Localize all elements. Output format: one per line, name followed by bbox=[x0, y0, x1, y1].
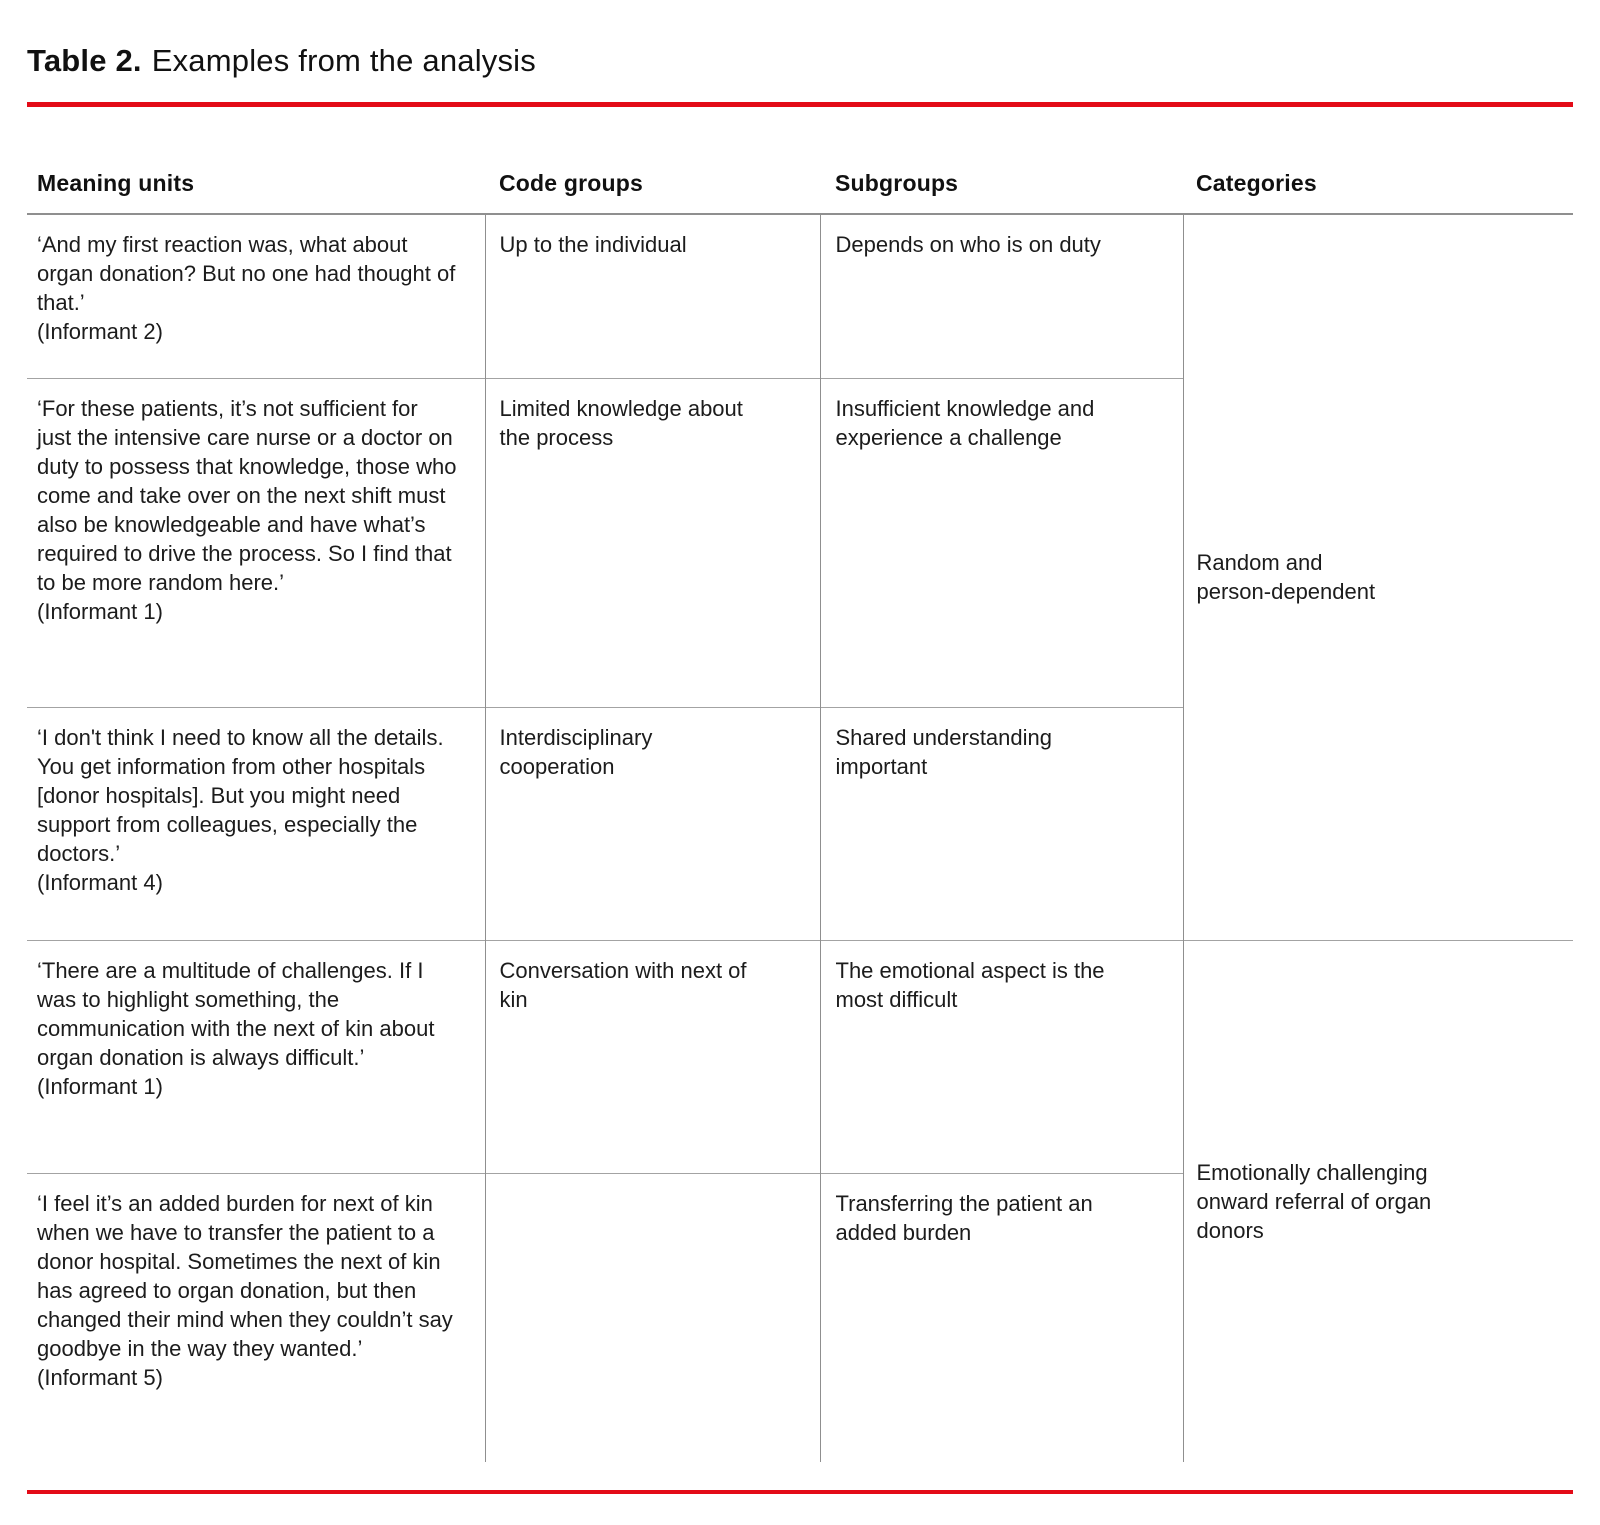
code-group-cell bbox=[485, 940, 820, 1173]
meaning-unit-cell bbox=[27, 1173, 485, 1462]
quote-text: ‘I don't think I need to know all the details. You get information from other hospitals [donor hospitals]. But you might need support from colleagues, especially the doctors.’ bbox=[37, 724, 444, 866]
category-text: Random and person-dependent bbox=[1196, 550, 1376, 605]
subgroup-cell bbox=[820, 707, 1183, 940]
meaning-unit-cell bbox=[27, 707, 485, 940]
code-group-cell bbox=[485, 378, 820, 707]
subgroup-cell bbox=[820, 378, 1183, 707]
subgroup-text: Depends on who is on duty bbox=[835, 232, 1101, 257]
code-group-cell bbox=[485, 707, 820, 940]
table-row bbox=[27, 940, 1573, 1173]
subgroup-text: Insufficient knowledge and experience a challenge bbox=[835, 395, 1095, 450]
subgroup-text: The emotional aspect is the most difficult bbox=[835, 957, 1105, 1012]
table-title bbox=[27, 0, 1573, 102]
subgroup-text: Shared understanding important bbox=[835, 724, 1052, 779]
table-row bbox=[27, 214, 1573, 378]
code-group-cell bbox=[485, 214, 820, 378]
meaning-unit-cell bbox=[27, 214, 485, 378]
meaning-unit-cell bbox=[27, 378, 485, 707]
quote-text: ‘There are a multitude of challenges. If I was to highlight something, the communication with the next of kin about organ donation is always difficult.’ bbox=[37, 957, 435, 1070]
subgroup-text: Transferring the patient an added burden bbox=[835, 1190, 1093, 1245]
table-title-label: Table 2. bbox=[27, 43, 142, 78]
column-header-subgroups: Subgroups bbox=[820, 107, 1183, 214]
code-group-text: Conversation with next of kin bbox=[499, 957, 747, 1012]
subgroup-cell bbox=[820, 1173, 1183, 1462]
analysis-table bbox=[27, 107, 1573, 1462]
header-row bbox=[27, 107, 1573, 214]
column-header-meaning-units: Meaning units bbox=[27, 107, 485, 214]
informant-label: (Informant 5) bbox=[37, 1364, 163, 1390]
quote-text: ‘I feel it’s an added burden for next of kin when we have to transfer the patient to a donor hospital. Sometimes the next of kin has agreed to organ donation, but then changed their mind when they couldn’t say goodbye in the way they wanted.’ bbox=[37, 1190, 453, 1361]
code-group-text: Up to the individual bbox=[499, 232, 687, 257]
bottom-rule bbox=[27, 1490, 1573, 1494]
code-group-text: Interdisciplinary cooperation bbox=[499, 724, 653, 779]
informant-label: (Informant 1) bbox=[37, 1073, 163, 1099]
quote-text: ‘For these patients, it’s not sufficient for just the intensive care nurse or a doctor on duty to possess that knowledge, those who come and take over on the next shift must also be knowledgeable and have what’s required to drive the process. So I find that to be more random here.’ bbox=[37, 395, 457, 595]
subgroup-cell bbox=[820, 214, 1183, 378]
informant-label: (Informant 2) bbox=[37, 319, 163, 344]
category-text: Emotionally challenging onward referral of organ donors bbox=[1196, 1159, 1432, 1243]
category-cell bbox=[1183, 940, 1573, 1462]
code-group-text: Limited knowledge about the process bbox=[499, 395, 743, 450]
subgroup-cell bbox=[820, 940, 1183, 1173]
table-title-text: Examples from the analysis bbox=[151, 43, 536, 78]
code-group-cell bbox=[485, 1173, 820, 1462]
category-cell bbox=[1183, 214, 1573, 940]
column-header-categories: Categories bbox=[1183, 107, 1573, 214]
informant-label: (Informant 4) bbox=[37, 869, 163, 895]
column-header-code-groups: Code groups bbox=[485, 107, 820, 214]
informant-label: (Informant 1) bbox=[37, 598, 163, 624]
meaning-unit-cell bbox=[27, 940, 485, 1173]
quote-text: ‘And my first reaction was, what about organ donation? But no one had thought of that.’ bbox=[37, 232, 456, 315]
